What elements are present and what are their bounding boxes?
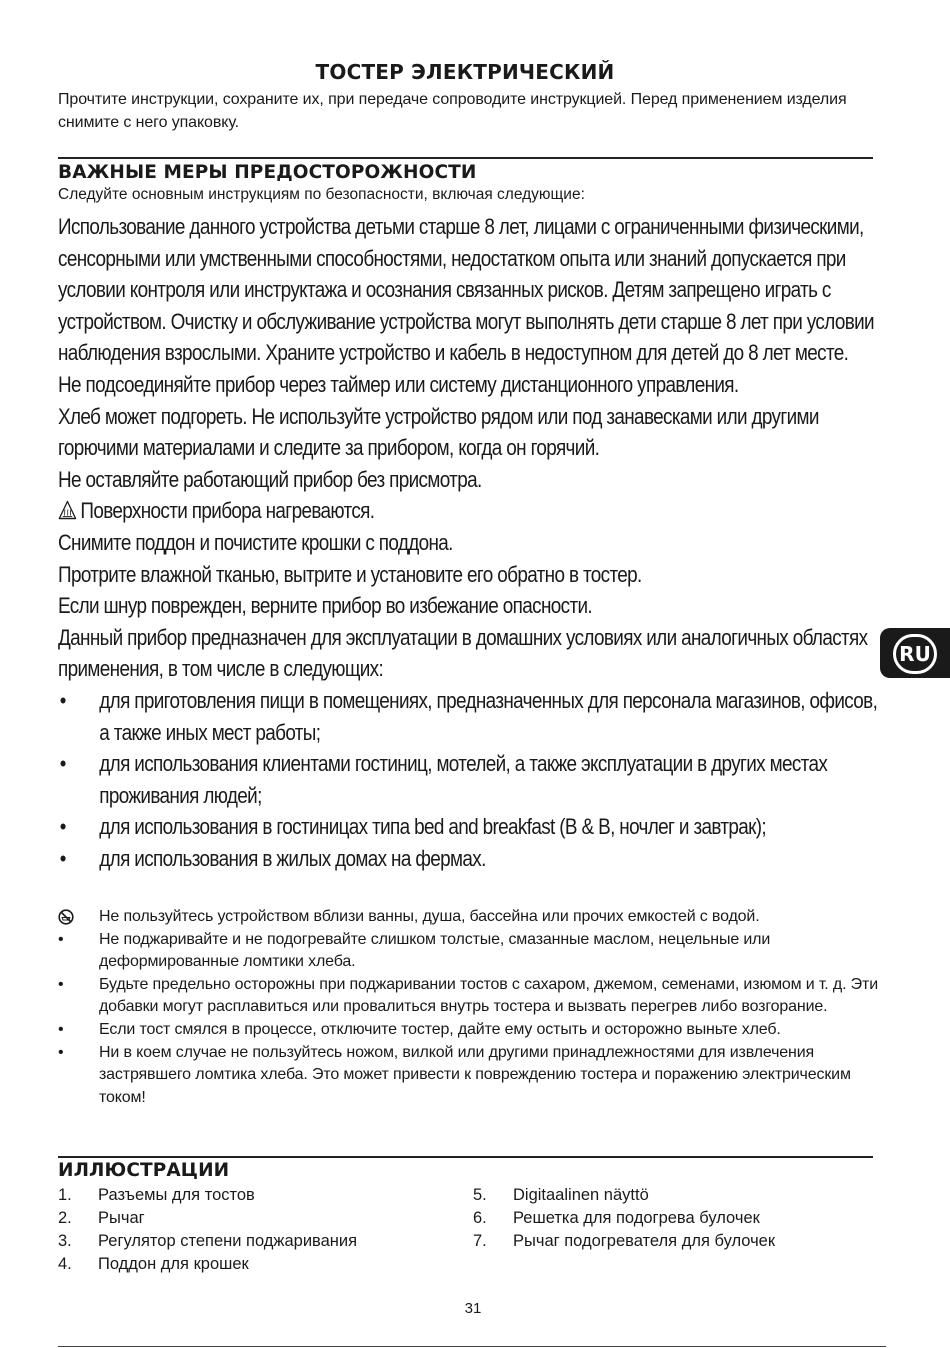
warning-item xyxy=(58,1042,878,1110)
item-number: 7. xyxy=(473,1232,487,1250)
illustrations-heading: ИЛЛЮСТРАЦИИ xyxy=(58,1160,230,1181)
item-number: 3. xyxy=(58,1232,72,1250)
additional-warnings xyxy=(58,906,878,1109)
bullet-mark: • xyxy=(59,814,66,840)
item-number: 5. xyxy=(473,1186,487,1204)
safety-paragraph: Хлеб может подгореть. Не используйте устройство рядом или под занавесками или другими горючими материалами и следите за прибором, когда он горячий. xyxy=(58,403,819,461)
warning-item xyxy=(58,974,878,1019)
safety-paragraph: Данный прибор предназначен для эксплуатации в домашних условиях или аналогичных областях применения, в том числе в следующих: xyxy=(58,624,868,682)
safety-paragraph: Не подсоединяйте прибор через таймер или систему дистанционного управления. xyxy=(58,371,739,397)
safety-paragraph: Использование данного устройства детьми старше 8 лет, лицами с ограниченными физическими, сенсорными или умственными способностями, недостатком опыта или знаний допускается при условии контроля или инструктажа и осознания связанных рисков. Детям запрещено играть с устройством. Очистку и обслуживание устройства могут выполнять дети старше 8 лет при условии наблюдения взрослыми. Храните устройство и кабель в недоступном для детей до 8 лет месте. xyxy=(58,214,874,366)
item-label: Регулятор степени поджаривания xyxy=(98,1232,358,1250)
illustration-item xyxy=(58,1230,357,1253)
usage-bullet xyxy=(58,748,884,811)
warning-item-text: Если тост смялся в процессе, отключите тостер, дайте ему остыть и осторожно выньте хлеб. xyxy=(99,1020,781,1038)
warning-triangle-icon xyxy=(58,500,77,520)
intro-text: Прочтите инструкции, сохраните их, при передаче сопроводите инструкцией. Перед применением изделия снимите с него упаковку. xyxy=(58,91,847,131)
illustration-item xyxy=(58,1207,357,1230)
illustration-item xyxy=(473,1207,775,1230)
warning-item-text: Не пользуйтесь устройством вблизи ванны, душа, бассейна или прочих емкостей с водой. xyxy=(99,908,760,925)
warning-item-text: Не поджаривайте и не подогревайте слишком толстые, смазанные маслом, нецельные или деформированные ломтики хлеба. xyxy=(99,930,771,971)
warning-item xyxy=(58,929,878,974)
safety-paragraph: Снимите поддон и почистите крошки с поддона. xyxy=(58,529,453,555)
illustrations-list-left xyxy=(58,1184,357,1276)
illustration-item xyxy=(58,1184,357,1207)
hot-surface-warning xyxy=(58,495,884,527)
item-label: Разъемы для тостов xyxy=(98,1186,255,1204)
usage-bullet xyxy=(58,685,884,748)
warning-item-text: Ни в коем случае не пользуйтесь ножом, вилкой или другими принадлежностями для извлечения застрявшего ломтика хлеба. Это может привести к повреждению тостера и поражению электрическим током! xyxy=(99,1043,851,1106)
usage-bullet-text: для приготовления пищи в помещениях, предназначенных для персонала магазинов, офисов, а также иных мест работы; xyxy=(99,687,878,745)
section-divider xyxy=(58,157,873,159)
page-title: ТОСТЕР ЭЛЕКТРИЧЕСКИЙ xyxy=(315,60,615,84)
warning-item xyxy=(58,906,878,929)
safety-instructions xyxy=(58,211,884,874)
language-tab xyxy=(880,628,950,678)
bullet-mark: • xyxy=(58,1020,64,1038)
item-label: Рычаг подогревателя для булочек xyxy=(513,1232,776,1250)
bullet-mark: • xyxy=(58,930,64,948)
illustration-item xyxy=(58,1253,357,1276)
item-number: 4. xyxy=(58,1255,72,1273)
illustration-item xyxy=(473,1230,775,1253)
bullet-mark: • xyxy=(59,751,66,777)
item-label: Решетка для подогрева булочек xyxy=(513,1209,760,1227)
item-number: 1. xyxy=(58,1186,72,1204)
safety-paragraph: Не оставляйте работающий прибор без присмотра. xyxy=(58,466,482,492)
bullet-mark: • xyxy=(59,687,66,713)
warning-item-text: Будьте предельно осторожны при поджаривании тостов с сахаром, джемом, семенами, изюмом и т. д. Эти добавки могут расплавиться или провалиться внутрь тостера и вызвать перегрев либо возгорание. xyxy=(99,975,878,1016)
usage-bullet-text: для использования клиентами гостиниц, мотелей, а также эксплуатации в других местах проживания людей; xyxy=(99,751,828,808)
hot-surface-text: Поверхности прибора нагреваются. xyxy=(80,498,375,524)
item-label: Поддон для крошек xyxy=(98,1255,249,1273)
item-label: Digitaalinen näyttö xyxy=(513,1186,649,1204)
page-number: 31 xyxy=(464,1300,482,1317)
no-bath-icon xyxy=(58,909,74,925)
safety-heading: ВАЖНЫЕ МЕРЫ ПРЕДОСТОРОЖНОСТИ xyxy=(58,162,477,183)
item-number: 2. xyxy=(58,1209,72,1227)
usage-bullet xyxy=(58,843,884,875)
illustration-item xyxy=(473,1184,775,1207)
item-number: 6. xyxy=(473,1209,487,1227)
footer-divider xyxy=(58,1346,886,1347)
section-divider xyxy=(58,1156,873,1158)
safety-paragraph: Протрите влажной тканью, вытрите и установите его обратно в тостер. xyxy=(58,561,642,587)
usage-bullet-text: для использования в гостиницах типа bed and breakfast (B & B, ночлег и завтрак); xyxy=(99,814,767,840)
language-code: RU xyxy=(893,634,937,674)
safety-paragraph: Если шнур поврежден, верните прибор во избежание опасности. xyxy=(58,593,593,619)
usage-bullet xyxy=(58,811,884,843)
bullet-mark: • xyxy=(58,1043,64,1061)
usage-bullet-text: для использования в жилых домах на фермах. xyxy=(99,845,486,871)
safety-lead: Следуйте основным инструкциям по безопасности, включая следующие: xyxy=(58,186,585,203)
illustrations-list-right xyxy=(473,1184,775,1253)
warning-item xyxy=(58,1019,878,1042)
item-label: Рычаг xyxy=(98,1209,145,1227)
bullet-mark: • xyxy=(59,845,66,871)
bullet-mark: • xyxy=(58,975,64,993)
